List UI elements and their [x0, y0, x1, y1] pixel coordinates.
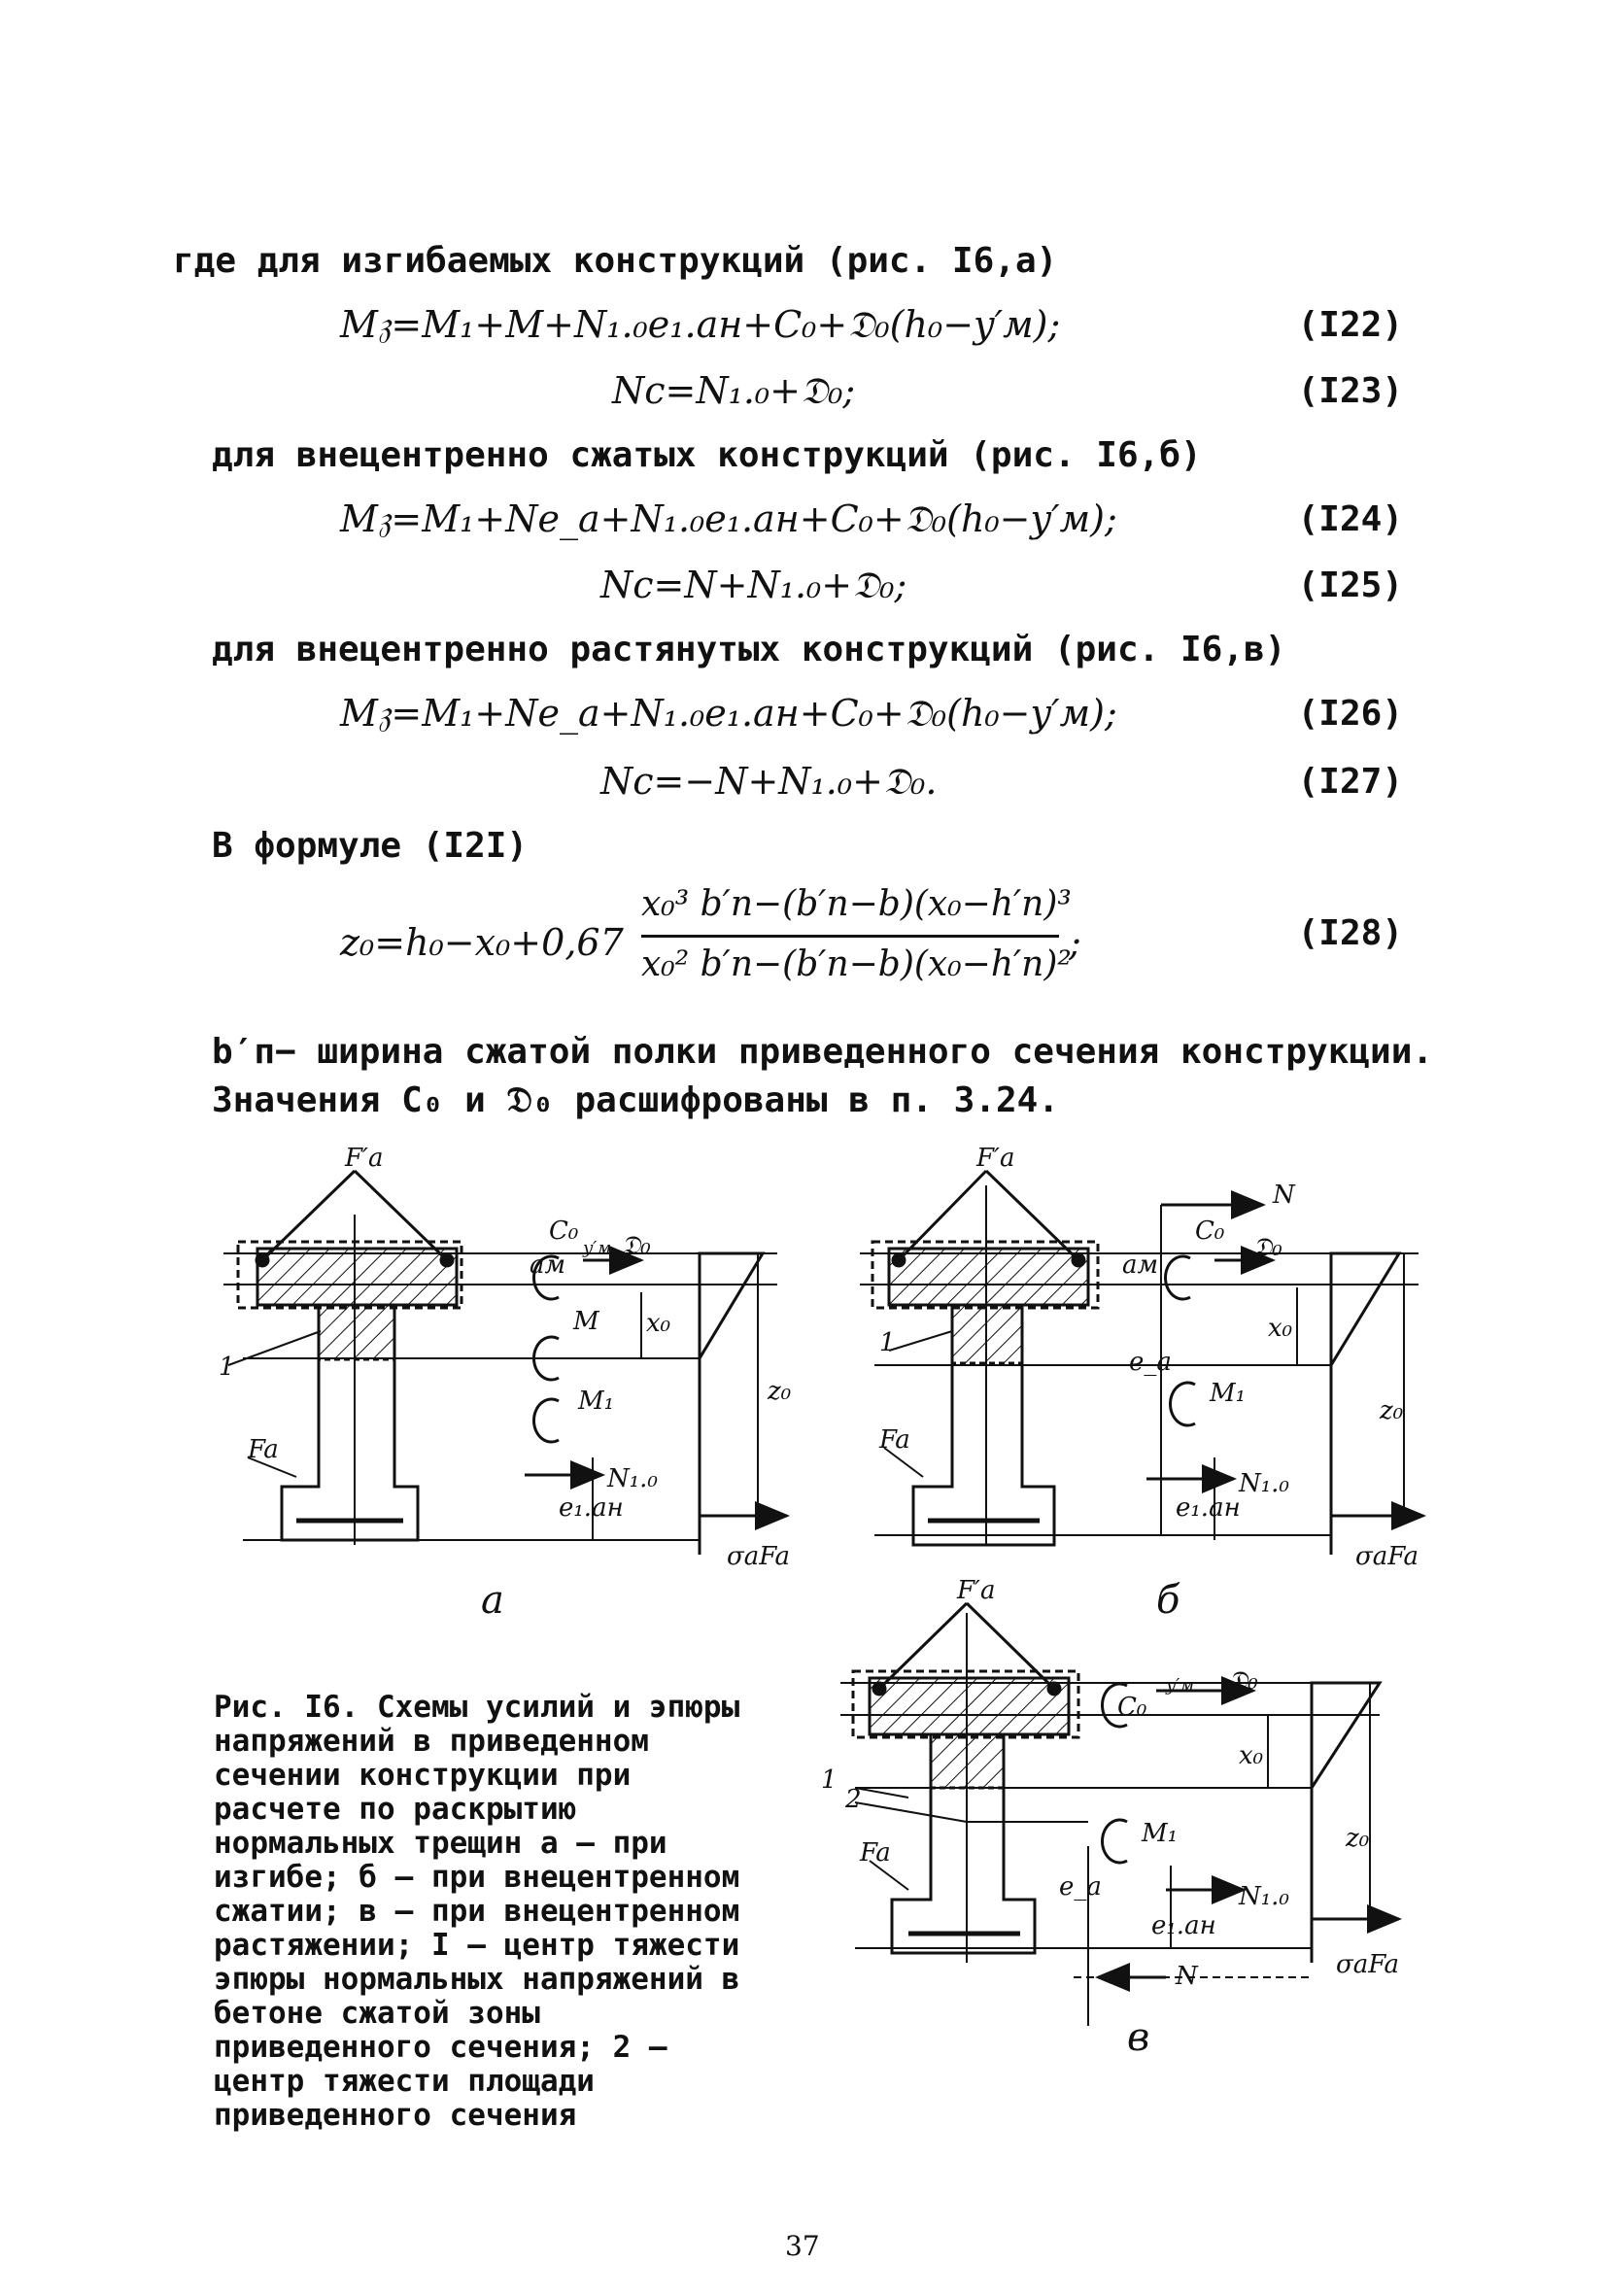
- figure-caption: Рис. I6. Схемы усилий и эпюры напряжений в приведенном сечении конструкции при расчете по раскрытию нормальных трещин а – при изгибе; б – при внецентренном сжатии; в – при внецентренном растяжении; I – центр тяжести эпюры нормальных напряжений в бетоне сжатой зоны приведенного сечения; 2 – центр тяжести площади приведенного сечения: [214, 1690, 740, 2133]
- label-c0-a: C₀: [549, 1217, 579, 1246]
- label-z0-b: z₀: [1380, 1396, 1404, 1425]
- intro-compressed: для внецентренно сжатых конструкций (рис. I6,б): [212, 435, 1202, 475]
- intro-bending: где для изгибаемых конструкций (рис. I6,а): [173, 241, 1058, 281]
- label-e1an-b: e₁.ан: [1176, 1493, 1241, 1523]
- equation-123-number: (I23): [1297, 371, 1403, 411]
- figure-label-c: в: [1127, 2015, 1150, 2060]
- label-n10-a: N₁.₀: [607, 1464, 658, 1493]
- equation-123: Nc=N₁.₀+𝔇₀;: [612, 369, 856, 412]
- label-sigma-c: σaFa: [1336, 1950, 1400, 1979]
- equation-124-number: (I24): [1297, 499, 1403, 539]
- label-fa-top-b: F′a: [976, 1144, 1015, 1173]
- label-m-a: M: [573, 1307, 599, 1336]
- label-x0-b: x₀: [1268, 1314, 1293, 1343]
- label-ea-c: e_a: [1059, 1872, 1102, 1902]
- label-fa-top-c: F′a: [957, 1576, 996, 1605]
- equation-125: Nc=N+N₁.₀+𝔇₀;: [600, 564, 907, 606]
- label-1-c: 1: [821, 1765, 838, 1795]
- label-d0-a: 𝔇₀: [622, 1231, 651, 1260]
- equation-124: M𝔷=M₁+Ne_a+N₁.₀e₁.ан+C₀+𝔇₀(h₀−y′м);: [340, 497, 1117, 540]
- label-n10-b: N₁.₀: [1239, 1469, 1289, 1498]
- equation-128-lhs: z₀=h₀−x₀+0,67: [340, 921, 624, 964]
- label-x0-c: x₀: [1239, 1741, 1264, 1770]
- equation-128-numerator: x₀³ b′п−(b′п−b)(x₀−h′п)³: [641, 884, 1072, 924]
- label-n-c: N: [1176, 1962, 1198, 1991]
- equation-126: M𝔷=M₁+Ne_a+N₁.₀e₁.ан+C₀+𝔇₀(h₀−y′м);: [340, 692, 1117, 735]
- label-fa-bottom-c: Fa: [860, 1838, 891, 1868]
- label-fa-top-a: F′a: [345, 1144, 384, 1173]
- label-n-b: N: [1273, 1181, 1295, 1210]
- label-sigma-a: σaFa: [727, 1542, 791, 1571]
- label-x0-a: x₀: [646, 1309, 671, 1338]
- label-ea-b: e_a: [1129, 1348, 1172, 1377]
- label-sigma-b: σaFa: [1355, 1542, 1419, 1571]
- equation-122: M𝔷=M₁+M+N₁.₀e₁.ан+C₀+𝔇₀(h₀−y′м);: [340, 303, 1061, 346]
- label-z0-c: z₀: [1346, 1824, 1370, 1853]
- label-ym-a: y′м: [583, 1238, 612, 1258]
- definition-line-1: b′п− ширина сжатой полки приведенного сечения конструкции.: [212, 1032, 1434, 1072]
- intro-tension: для внецентренно растянутых конструкций (рис. I6,в): [212, 630, 1286, 669]
- equation-122-number: (I22): [1297, 305, 1403, 345]
- equation-127: Nc=−N+N₁.₀+𝔇₀.: [600, 760, 938, 803]
- equation-125-number: (I25): [1297, 565, 1403, 605]
- label-m1-a: M₁: [578, 1387, 615, 1416]
- label-m1-b: M₁: [1210, 1379, 1247, 1408]
- label-c0-c: C₀: [1117, 1693, 1147, 1722]
- equation-128-number: (I28): [1297, 913, 1403, 953]
- label-n10-c: N₁.₀: [1239, 1882, 1289, 1911]
- label-ym-c: y′м: [1166, 1675, 1195, 1696]
- figure-a: [223, 1171, 787, 1555]
- label-am-a: aм: [530, 1251, 566, 1280]
- equation-127-number: (I27): [1297, 762, 1403, 802]
- figure-label-a: а: [481, 1578, 504, 1623]
- page-number: 37: [785, 2230, 820, 2262]
- figure-label-b: б: [1156, 1578, 1180, 1623]
- figure-c: [840, 1603, 1399, 2026]
- label-am-b: aм: [1122, 1251, 1159, 1280]
- label-e1an-a: e₁.ан: [559, 1493, 624, 1523]
- label-z0-a: z₀: [768, 1377, 792, 1406]
- label-e1an-c: e₁.ан: [1151, 1911, 1216, 1940]
- label-c0-b: C₀: [1195, 1217, 1225, 1246]
- equation-126-number: (I26): [1297, 694, 1403, 734]
- label-1-a: 1: [219, 1353, 235, 1382]
- label-fa-bottom-b: Fa: [879, 1425, 910, 1455]
- label-1-b: 1: [879, 1328, 896, 1357]
- label-d0-c: 𝔇₀: [1229, 1666, 1258, 1696]
- label-2-c: 2: [845, 1785, 862, 1814]
- label-fa-bottom-a: Fa: [248, 1435, 279, 1464]
- label-d0-b: 𝔇₀: [1253, 1233, 1282, 1262]
- formula-reference: В формуле (I2I): [212, 826, 529, 866]
- label-m1-c: M₁: [1142, 1819, 1179, 1848]
- figure-a-labels: [219, 1144, 792, 1623]
- figure-b-labels: [878, 1144, 1419, 1623]
- equation-128-denominator: x₀² b′п−(b′п−b)(x₀−h′п)²: [641, 944, 1072, 984]
- equation-128-end: ;: [1069, 921, 1081, 964]
- definition-line-2: Значения C₀ и 𝔇₀ расшифрованы в п. 3.24.: [212, 1080, 1059, 1120]
